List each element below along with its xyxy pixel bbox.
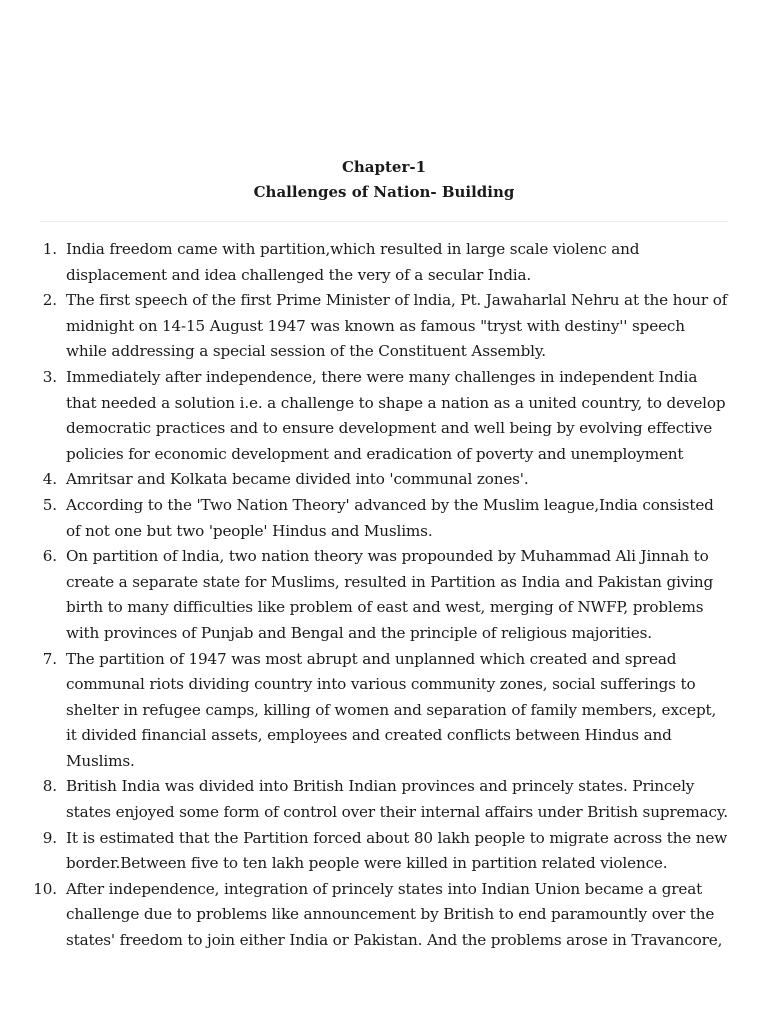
list-item [0, 467, 768, 493]
notes-list [0, 237, 768, 954]
header-divider [40, 221, 728, 222]
list-item [0, 877, 768, 954]
item-text: Amritsar and Kolkata became divided into 'communal zones'. [66, 470, 529, 489]
list-item [0, 288, 768, 365]
item-text: British India was divided into British Indian provinces and princely states. Princely states enjoyed some form of control over their internal affairs under British supremacy. [66, 777, 728, 822]
item-text: India freedom came with partition,which resulted in large scale violenc and displacement and idea challenged the very of a secular India. [66, 240, 640, 284]
item-number: 7. [42, 649, 57, 668]
item-text: Immediately after independence, there were many challenges in independent India that needed a solution i.e. a challenge to shape a nation as a united country, to develop democratic practices and to ensure development and well being by evolving effective policies for economic development and eradication of poverty and unemployment [66, 367, 726, 463]
chapter-header [0, 155, 768, 205]
item-text: After independence, integration of princely states into Indian Union became a great challenge due to problems like announcement by British to end paramountly over the states' freedom to join either India or Pakistan. And the problems arose in Travancore, [66, 879, 723, 950]
item-text: It is estimated that the Partition forced about 80 lakh people to migrate across the new border.Between five to ten lakh people were killed in partition related violence. [66, 828, 728, 873]
item-number: 10. [33, 879, 57, 898]
item-number: 8. [42, 777, 57, 796]
item-text: On partition of lndia, two nation theory was propounded by Muhammad Ali Jinnah to create a separate state for Muslims, resulted in Partition as India and Pakistan giving birth to many difficulties like problem of east and west, merging of NWFP, problems with provinces of Punjab and Bengal and the principle of religious majorities. [66, 547, 714, 642]
list-item [0, 493, 768, 544]
list-item [0, 544, 768, 646]
item-number: 2. [42, 291, 57, 310]
list-item [0, 237, 768, 288]
list-item [0, 365, 768, 467]
chapter-title: Challenges of Nation- Building [253, 183, 515, 201]
list-item [0, 826, 768, 877]
item-text: According to the 'Two Nation Theory' advanced by the Muslim league,India consisted of not one but two 'people' Hindus and Muslims. [66, 495, 714, 540]
item-number: 3. [42, 367, 57, 386]
item-number: 9. [42, 828, 57, 847]
item-text: The first speech of the first Prime Minister of lndia, Pt. Jawaharlal Nehru at the hour of midnight on 14-15 August 1947 was known as famous "tryst with destiny'' speech while addressing a special session of the Constituent Assembly. [66, 291, 728, 361]
chapter-number: Chapter-1 [341, 158, 427, 176]
list-item [0, 774, 768, 825]
list-item [0, 647, 768, 775]
item-number: 5. [42, 495, 57, 514]
item-text: The partition of 1947 was most abrupt and unplanned which created and spread communal riots dividing country into various community zones, social sufferings to shelter in refugee camps, killing of women and separation of family members, except, it divided financial assets, employees and created conflicts between Hindus and Muslims. [66, 649, 717, 770]
item-number: 6. [42, 547, 57, 566]
item-number: 1. [42, 240, 57, 258]
item-number: 4. [42, 470, 57, 489]
